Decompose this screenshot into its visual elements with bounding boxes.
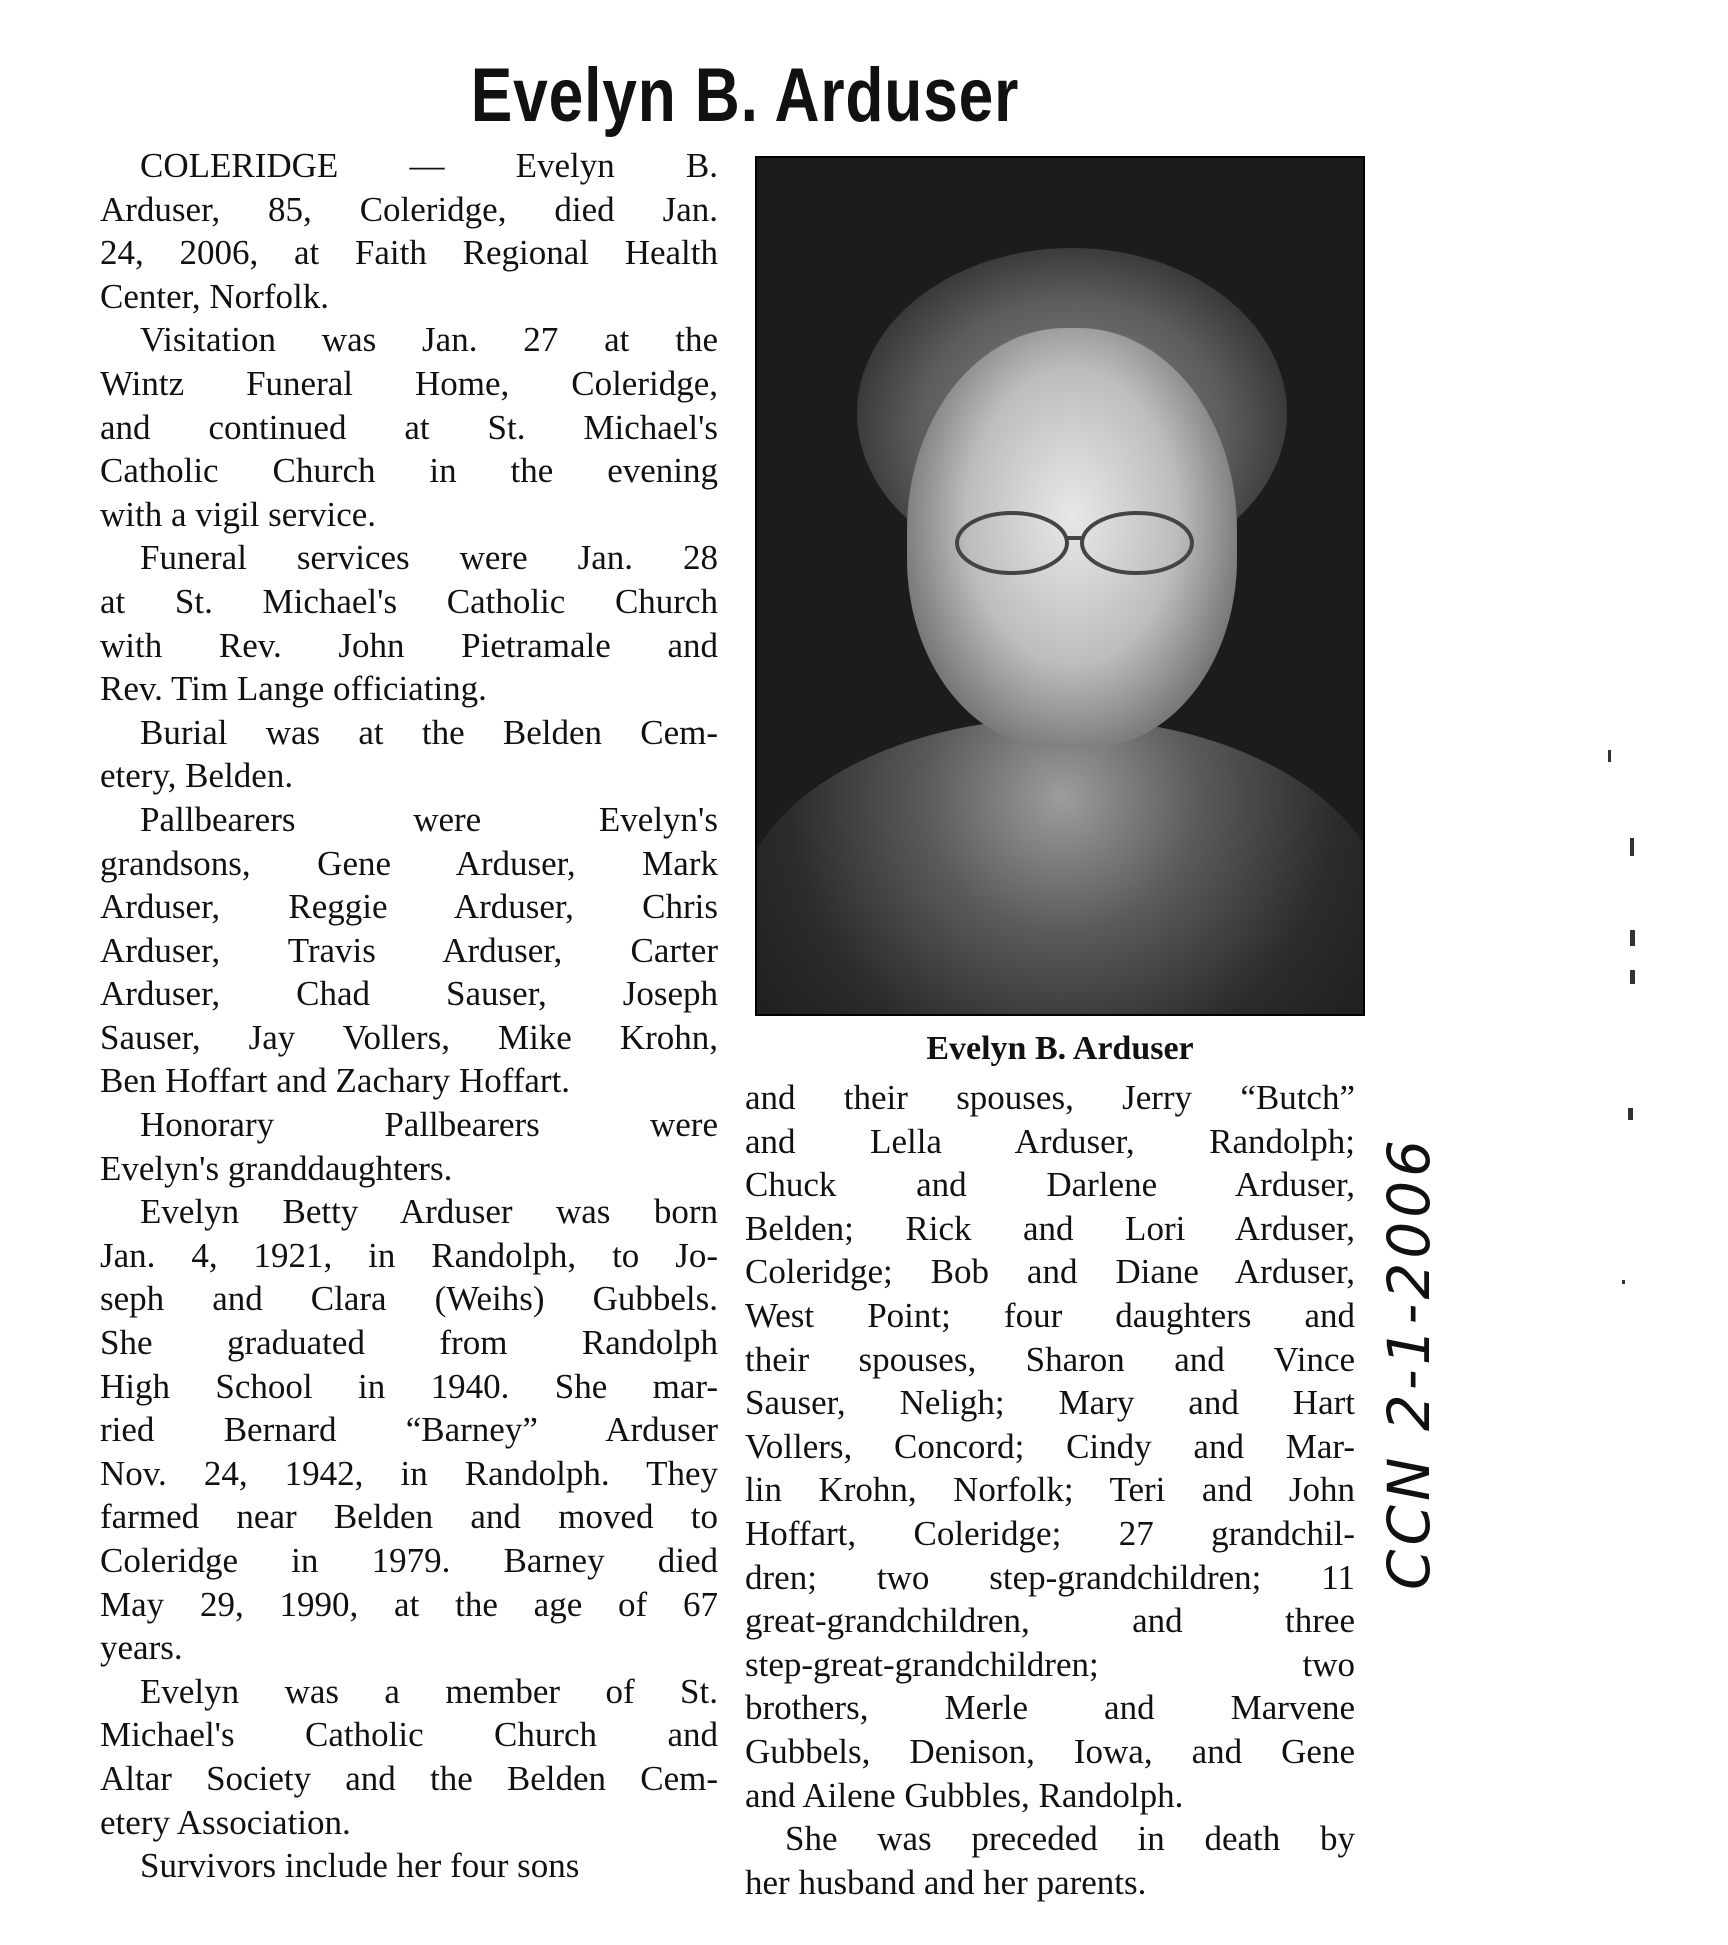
text-line: Altar Society and the Belden Cem-	[100, 1758, 718, 1798]
text-line: Pallbearers were Evelyn's	[140, 799, 718, 839]
text-line: etery Association.	[100, 1802, 351, 1842]
text-line: great-grandchildren, and three	[745, 1601, 1355, 1641]
margin-mark	[1630, 970, 1635, 984]
text-line: Evelyn Betty Arduser was born	[140, 1192, 718, 1232]
margin-mark	[1608, 750, 1611, 762]
photo-shoulders	[755, 718, 1365, 1016]
text-line: Catholic Church in the evening	[100, 451, 718, 491]
text-line: step-great-grandchildren; two	[745, 1644, 1355, 1684]
text-line: Hoffart, Coleridge; 27 grandchil-	[745, 1513, 1355, 1553]
text-line: COLERIDGE — Evelyn B.	[140, 146, 718, 185]
left-text-column	[100, 144, 718, 1888]
text-line: Arduser, 85, Coleridge, died Jan.	[100, 189, 718, 229]
text-line: West Point; four daughters and	[745, 1295, 1355, 1335]
text-line: Belden; Rick and Lori Arduser,	[745, 1208, 1355, 1248]
text-line: Nov. 24, 1942, in Randolph. They	[100, 1453, 718, 1493]
text-line: ried Bernard “Barney” Arduser	[100, 1410, 718, 1450]
portrait-photo	[755, 156, 1365, 1016]
text-line: with a vigil service.	[100, 494, 377, 534]
text-line: May 29, 1990, at the age of 67	[100, 1584, 718, 1624]
text-line: Rev. Tim Lange officiating.	[100, 669, 487, 709]
text-line: and Lella Arduser, Randolph;	[745, 1121, 1355, 1161]
text-line: Jan. 4, 1921, in Randolph, to Jo-	[100, 1235, 718, 1275]
text-line: grandsons, Gene Arduser, Mark	[100, 843, 718, 883]
text-line: farmed near Belden and moved to	[100, 1497, 718, 1537]
margin-mark	[1622, 1280, 1625, 1284]
text-line: and continued at St. Michael's	[100, 407, 718, 447]
margin-mark	[1630, 838, 1634, 856]
text-line: Burial was at the Belden Cem-	[140, 712, 718, 752]
text-line: Honorary Pallbearers were	[140, 1105, 718, 1145]
text-line: Arduser, Travis Arduser, Carter	[100, 930, 718, 970]
text-line: She was preceded in death by	[785, 1819, 1355, 1859]
text-line: Chuck and Darlene Arduser,	[745, 1165, 1355, 1205]
text-line: Michael's Catholic Church and	[100, 1715, 718, 1755]
text-line: seph and Clara (Weihs) Gubbels.	[100, 1279, 718, 1319]
text-line: Sauser, Jay Vollers, Mike Krohn,	[100, 1017, 718, 1057]
text-line: and Ailene Gubbles, Randolph.	[745, 1775, 1184, 1815]
right-text-column	[745, 1076, 1355, 1904]
text-line: Arduser, Chad Sauser, Joseph	[100, 974, 718, 1014]
text-line: dren; two step-grandchildren; 11	[745, 1557, 1355, 1597]
text-line: Arduser, Reggie Arduser, Chris	[100, 887, 718, 927]
margin-mark	[1628, 1108, 1633, 1120]
margin-mark	[1630, 930, 1635, 946]
text-line: lin Krohn, Norfolk; Teri and John	[745, 1470, 1355, 1510]
text-line: at St. Michael's Catholic Church	[100, 581, 718, 621]
text-line: her husband and her parents.	[745, 1862, 1147, 1902]
text-line: Sauser, Neligh; Mary and Hart	[745, 1383, 1355, 1423]
photo-caption: Evelyn B. Arduser	[926, 1030, 1194, 1067]
glasses-icon	[947, 508, 1207, 578]
text-line: etery, Belden.	[100, 756, 294, 796]
text-line: High School in 1940. She mar-	[100, 1366, 718, 1406]
text-line: Visitation was Jan. 27 at the	[140, 320, 718, 360]
obituary-headline: Evelyn B. Arduser	[470, 53, 1020, 138]
text-line: 24, 2006, at Faith Regional Health	[100, 233, 718, 273]
text-line: Ben Hoffart and Zachary Hoffart.	[100, 1061, 571, 1101]
text-line: Gubbels, Denison, Iowa, and Gene	[745, 1731, 1355, 1771]
text-line: Center, Norfolk.	[100, 276, 329, 316]
text-line: years.	[100, 1628, 183, 1668]
text-line: Funeral services were Jan. 28	[140, 538, 718, 578]
text-line: Vollers, Concord; Cindy and Mar-	[745, 1426, 1355, 1466]
text-line: Evelyn's granddaughters.	[100, 1148, 453, 1188]
text-line: She graduated from Randolph	[100, 1323, 718, 1363]
text-line: Evelyn was a member of St.	[140, 1671, 718, 1711]
text-line: Wintz Funeral Home, Coleridge,	[100, 363, 718, 403]
handwritten-date-note: CCN 2-1-2006	[1375, 1135, 1443, 1590]
text-line: brothers, Merle and Marvene	[745, 1688, 1355, 1728]
text-line: with Rev. John Pietramale and	[100, 625, 718, 665]
text-line: Survivors include her four sons	[140, 1846, 580, 1886]
text-line: Coleridge in 1979. Barney died	[100, 1541, 718, 1580]
text-line: their spouses, Sharon and Vince	[745, 1339, 1355, 1379]
text-line: Coleridge; Bob and Diane Arduser,	[745, 1252, 1355, 1292]
text-line: and their spouses, Jerry “Butch”	[745, 1078, 1355, 1117]
